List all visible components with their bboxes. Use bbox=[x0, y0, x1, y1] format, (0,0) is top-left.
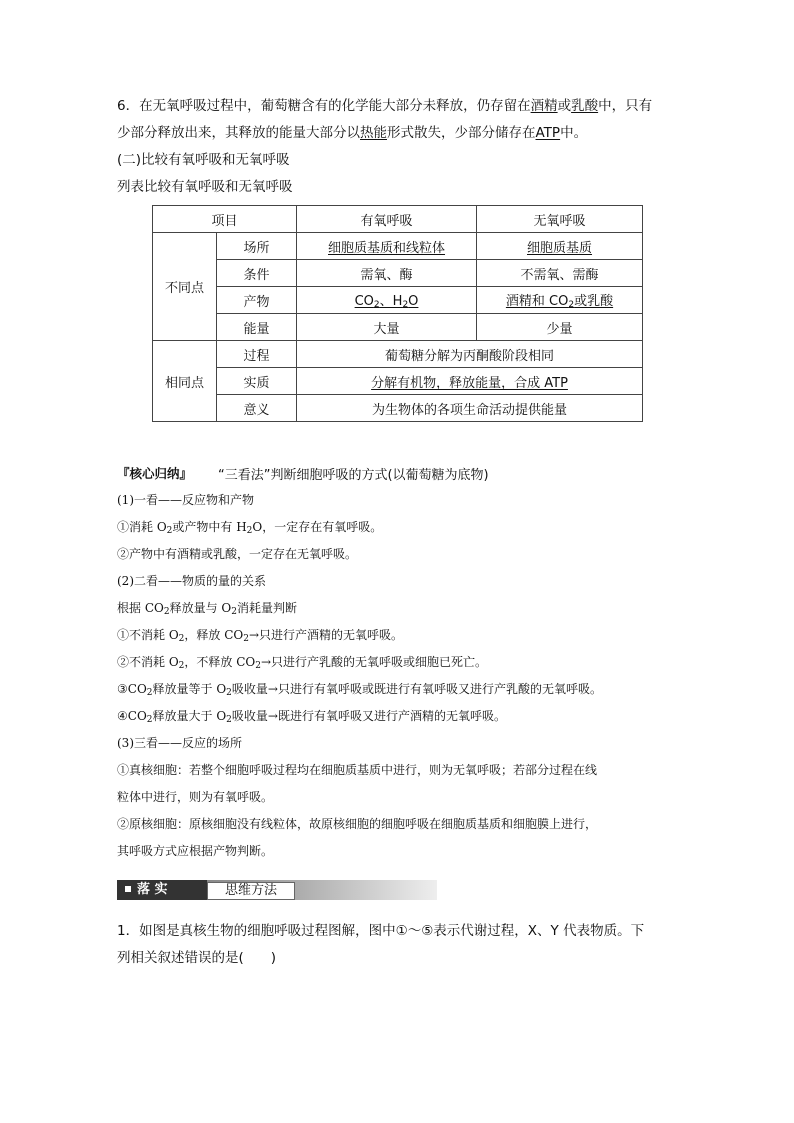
square-icon bbox=[125, 886, 131, 892]
table-row bbox=[153, 395, 643, 422]
core-summary-title: “三看法”判断细胞呼吸的方式(以葡萄糖为底物) bbox=[218, 468, 489, 483]
subscript: 2 bbox=[166, 526, 173, 536]
table-row bbox=[153, 341, 643, 368]
text: 释放量与 O bbox=[169, 601, 232, 615]
core-line bbox=[117, 626, 403, 648]
text: 吸收量→既进行有氧呼吸又进行产酒精的无氧呼吸。 bbox=[231, 709, 506, 723]
text: 少部分释放出来，其释放的能量大部分以 bbox=[117, 125, 360, 141]
text: 释放量大于 O bbox=[152, 709, 227, 723]
section-bar-light: 思维方法 bbox=[207, 882, 295, 900]
cell: 大量 bbox=[297, 314, 477, 341]
core-line bbox=[117, 599, 297, 621]
table-row bbox=[153, 314, 643, 341]
subscript: 2 bbox=[373, 300, 380, 310]
cell: 需氧、酶 bbox=[297, 260, 477, 287]
section-bar-label: 落 实 bbox=[137, 882, 168, 897]
cell-text: 细胞质基质 bbox=[527, 240, 593, 256]
text: →只进行产酒精的无氧呼吸。 bbox=[248, 628, 404, 642]
text: 中，只有 bbox=[598, 98, 653, 114]
text: 形式散失，少部分储存在 bbox=[387, 125, 536, 141]
header-aerobic: 有氧呼吸 bbox=[297, 206, 477, 233]
core-line: (3)三看——反应的场所 bbox=[117, 736, 242, 750]
section-bar bbox=[117, 880, 437, 900]
text: 消耗量判断 bbox=[236, 601, 297, 615]
text: ①消耗 O bbox=[117, 520, 167, 534]
core-line: ①真核细胞：若整个细胞呼吸过程均在细胞质基质中进行，则为无氧呼吸；若部分过程在线 bbox=[117, 763, 598, 777]
core-line bbox=[117, 518, 382, 540]
core-line: (2)二看——物质的量的关系 bbox=[117, 574, 266, 588]
text: ①不消耗 O bbox=[117, 628, 179, 642]
subscript: 2 bbox=[226, 715, 232, 725]
row-label: 实质 bbox=[217, 368, 297, 395]
subscript: 2 bbox=[231, 607, 237, 617]
text: ②不消耗 O bbox=[117, 655, 179, 669]
subscript: 2 bbox=[402, 300, 409, 310]
text: O，一定存在有氧呼吸。 bbox=[252, 520, 383, 534]
cell bbox=[477, 233, 643, 260]
section-bar-dark bbox=[117, 880, 207, 900]
subscript: 2 bbox=[178, 634, 185, 644]
answer-heat: 热能 bbox=[360, 125, 387, 141]
core-line bbox=[117, 680, 602, 702]
subscript: 2 bbox=[146, 688, 153, 698]
text: →只进行产乳酸的无氧呼吸或细胞已死亡。 bbox=[260, 655, 488, 669]
core-summary-tag: 『核心归纳』 bbox=[117, 466, 193, 481]
para-6-line-1 bbox=[117, 97, 652, 115]
table-row bbox=[153, 260, 643, 287]
question-1-line-2: 列相关叙述错误的是( ) bbox=[117, 950, 277, 966]
core-line: 粒体中进行，则为有氧呼吸。 bbox=[117, 790, 274, 804]
answer-lactic-acid: 乳酸 bbox=[571, 98, 599, 114]
question-1-line-1: 1．如图是真核生物的细胞呼吸过程图解，图中①～⑤表示代谢过程，X、Y 代表物质。下 bbox=[117, 923, 645, 939]
subscript: 2 bbox=[226, 688, 232, 698]
answer-atp: ATP bbox=[535, 125, 561, 141]
table-row bbox=[153, 287, 643, 314]
row-label: 产物 bbox=[217, 287, 297, 314]
text: 、H bbox=[379, 294, 403, 309]
table-header-row bbox=[153, 206, 643, 233]
core-line: ②原核细胞：原核细胞没有线粒体，故原核细胞的细胞呼吸在细胞质基质和细胞膜上进行， bbox=[117, 817, 598, 831]
row-label: 条件 bbox=[217, 260, 297, 287]
cell-text: 不需氧、需酶 bbox=[520, 267, 599, 283]
row-label: 能量 bbox=[217, 314, 297, 341]
comparison-table bbox=[152, 205, 643, 422]
row-label: 过程 bbox=[217, 341, 297, 368]
cell bbox=[477, 287, 643, 314]
answer-alcohol: 酒精 bbox=[530, 98, 558, 114]
table-row bbox=[153, 233, 643, 260]
text: 根据 CO bbox=[117, 601, 164, 615]
cell bbox=[477, 260, 643, 287]
text: 吸收量→只进行有氧呼吸或既进行有氧呼吸又进行产乳酸的无氧呼吸。 bbox=[231, 682, 602, 696]
core-line bbox=[117, 653, 487, 675]
cell: 葡萄糖分解为丙酮酸阶段相同 bbox=[297, 341, 643, 368]
subscript: 2 bbox=[178, 661, 185, 671]
core-line: 其呼吸方式应根据产物判断。 bbox=[117, 844, 274, 858]
text: ，不释放 CO bbox=[184, 655, 256, 669]
row-label: 场所 bbox=[217, 233, 297, 260]
text: 中。 bbox=[560, 125, 588, 141]
subscript: 2 bbox=[163, 607, 170, 617]
text: 或产物中有 H bbox=[172, 520, 247, 534]
row-label: 意义 bbox=[217, 395, 297, 422]
text: ④CO bbox=[117, 709, 147, 723]
core-line bbox=[117, 707, 506, 729]
text: 释放量等于 O bbox=[152, 682, 227, 696]
subscript: 2 bbox=[146, 715, 153, 725]
group-diff: 不同点 bbox=[153, 233, 217, 341]
core-line: (1)一看——反应物和产物 bbox=[117, 493, 254, 507]
header-anaerobic: 无氧呼吸 bbox=[477, 206, 643, 233]
cell bbox=[297, 368, 643, 395]
subscript: 2 bbox=[243, 634, 249, 644]
text: 或 bbox=[557, 98, 572, 114]
text: 或乳酸 bbox=[574, 294, 614, 309]
para-6-line-2 bbox=[117, 124, 587, 142]
core-line: ②产物中有酒精或乳酸，一定存在无氧呼吸。 bbox=[117, 547, 358, 561]
text: O bbox=[408, 294, 419, 309]
table-row bbox=[153, 368, 643, 395]
cell: 为生物体的各项生命活动提供能量 bbox=[297, 395, 643, 422]
header-item: 项目 bbox=[153, 206, 297, 233]
cell bbox=[297, 287, 477, 314]
cell-text bbox=[355, 294, 419, 309]
group-same: 相同点 bbox=[153, 341, 217, 422]
section-2-title: (二)比较有氧呼吸和无氧呼吸 bbox=[117, 152, 290, 168]
text: ③CO bbox=[117, 682, 147, 696]
text: ，释放 CO bbox=[184, 628, 244, 642]
subscript: 2 bbox=[568, 300, 575, 310]
text: 酒精和 CO bbox=[505, 294, 569, 309]
cell bbox=[297, 233, 477, 260]
subscript: 2 bbox=[255, 661, 261, 671]
subscript: 2 bbox=[246, 526, 253, 536]
text: 6．在无氧呼吸过程中，葡萄糖含有的化学能大部分未释放，仍存留在 bbox=[117, 98, 531, 114]
section-2-intro: 列表比较有氧呼吸和无氧呼吸 bbox=[117, 179, 293, 195]
cell: 少量 bbox=[477, 314, 643, 341]
text: CO bbox=[354, 294, 374, 309]
cell-text: 分解有机物，释放能量，合成 ATP bbox=[371, 375, 568, 391]
cell-text bbox=[506, 294, 613, 309]
cell-text: 细胞质基质和线粒体 bbox=[328, 240, 446, 256]
